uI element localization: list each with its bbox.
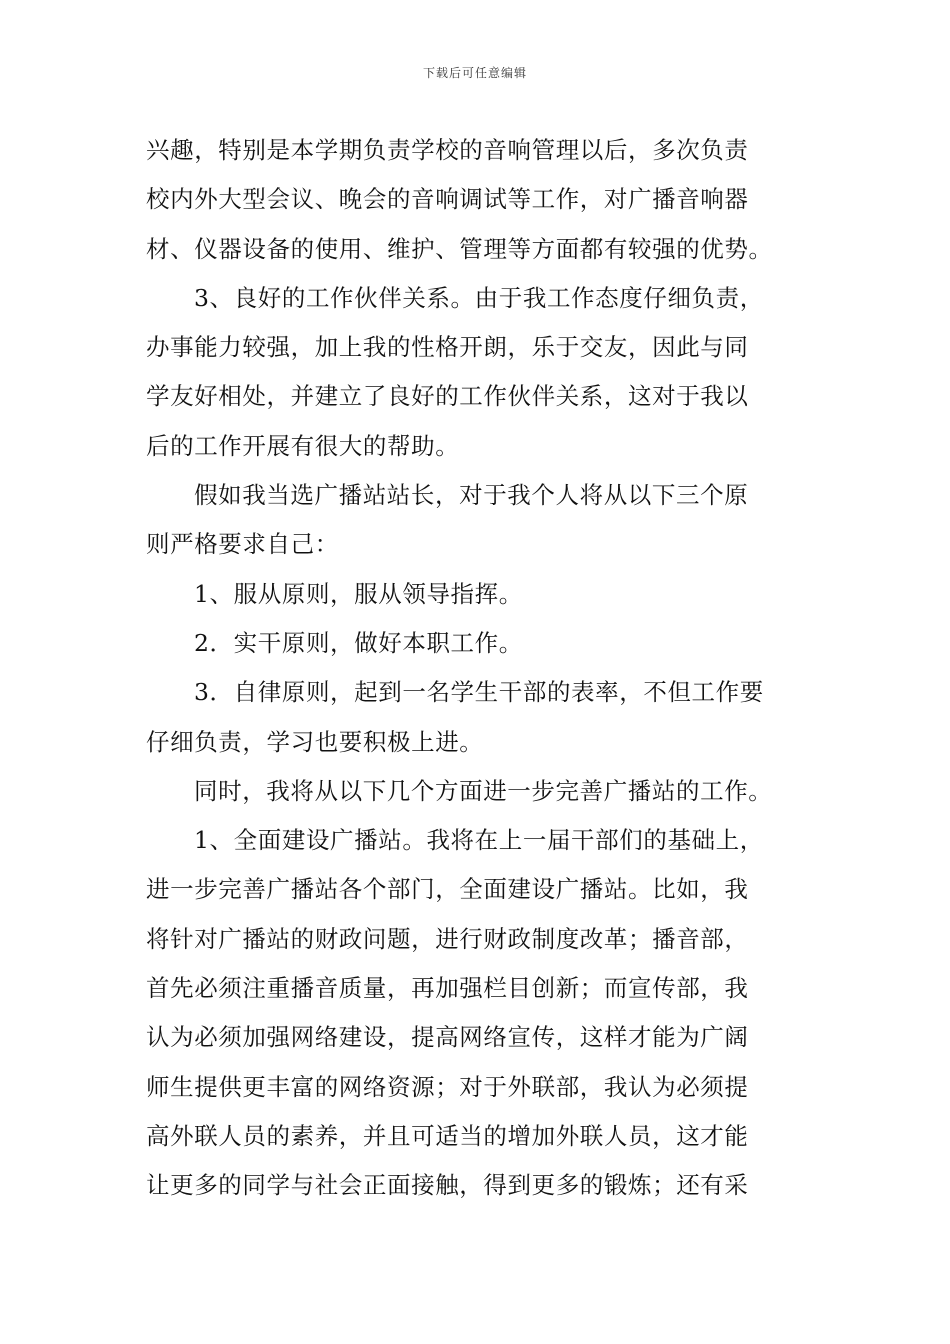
document-body	[146, 126, 806, 1211]
text-line: 师生提供更丰富的网络资源；对于外联部，我认为必须提	[146, 1072, 749, 1101]
text-line: 材、仪器设备的使用、维护、管理等方面都有较强的优势。	[146, 234, 773, 263]
paragraph-first-line: 同时，我将从以下几个方面进一步完善广播站的工作。	[194, 776, 773, 805]
text-line: 仔细负责，学习也要积极上进。	[146, 727, 484, 756]
list-item: 1、服从原则，服从领导指挥。	[194, 579, 523, 608]
text-line: 办事能力较强，加上我的性格开朗，乐于交友，因此与同	[146, 333, 749, 362]
text-line: 后的工作开展有很大的帮助。	[146, 431, 460, 460]
paragraph-first-line: 假如我当选广播站站长，对于我个人将从以下三个原	[194, 481, 749, 510]
paragraph-first-line: 3、良好的工作伙伴关系。由于我工作态度仔细负责，	[194, 283, 764, 312]
list-item: 1、全面建设广播站。我将在上一届干部们的基础上，	[194, 826, 764, 855]
text-line: 学友好相处，并建立了良好的工作伙伴关系，这对于我以	[146, 382, 749, 411]
page-header: 下载后可任意编辑	[422, 66, 527, 80]
text-line: 认为必须加强网络建设，提高网络宣传，这样才能为广阔	[146, 1023, 749, 1052]
list-item: 3．自律原则，起到一名学生干部的表率，不但工作要	[194, 678, 764, 707]
text-line: 将针对广播站的财政问题，进行财政制度改革；播音部，	[146, 924, 749, 953]
text-line: 兴趣，特别是本学期负责学校的音响管理以后，多次负责	[146, 136, 749, 164]
list-item: 2．实干原则，做好本职工作。	[194, 628, 523, 657]
text-line: 高外联人员的素养，并且可适当的增加外联人员，这才能	[146, 1121, 749, 1150]
text-line: 进一步完善广播站各个部门，全面建设广播站。比如，我	[146, 875, 749, 904]
text-line: 则严格要求自己：	[146, 530, 339, 559]
text-line: 让更多的同学与社会正面接触，得到更多的锻炼；还有采	[146, 1171, 749, 1200]
text-line: 校内外大型会议、晚会的音响调试等工作，对广播音响器	[146, 185, 749, 214]
text-line: 首先必须注重播音质量，再加强栏目创新；而宣传部，我	[146, 974, 749, 1003]
